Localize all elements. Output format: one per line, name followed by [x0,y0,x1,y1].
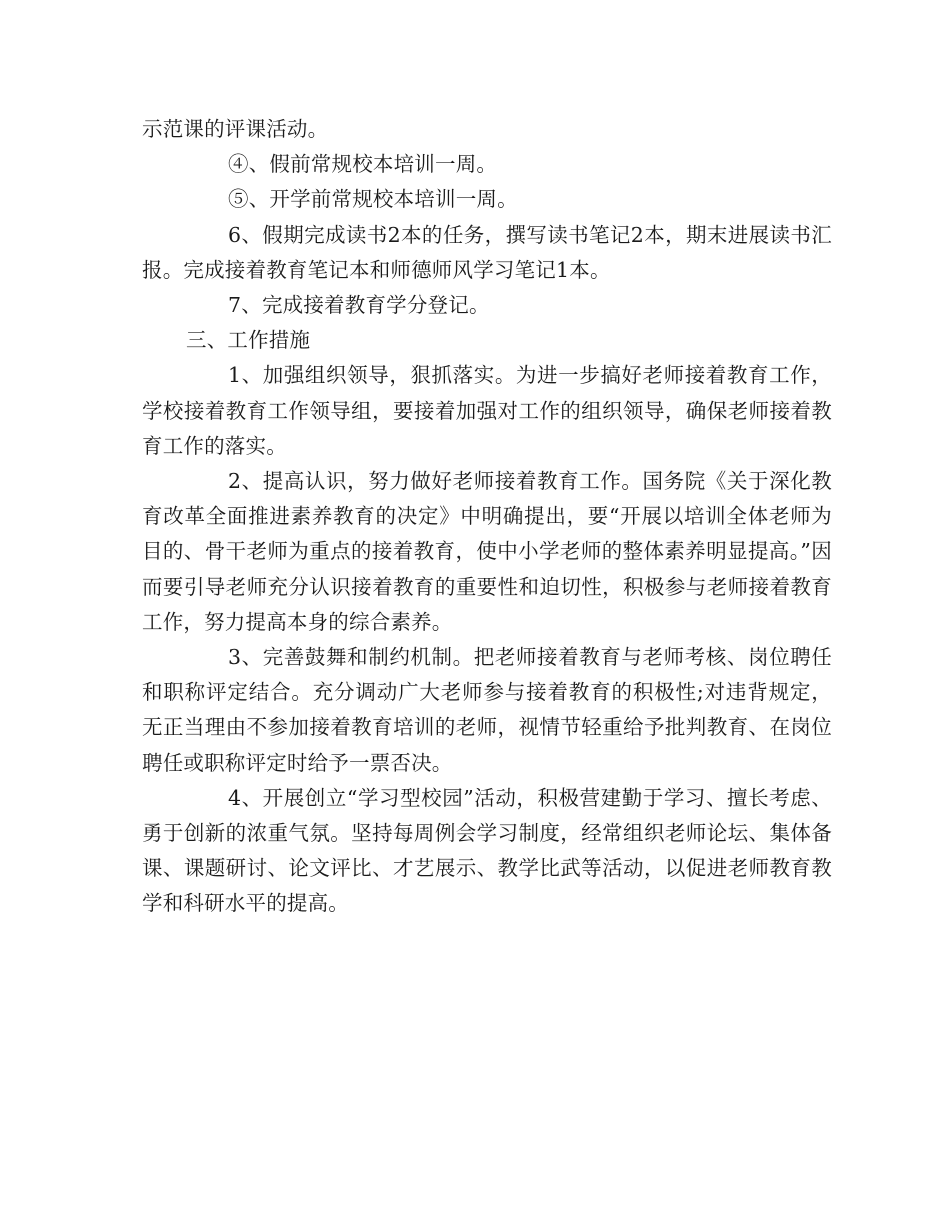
document-body [142,112,832,922]
paragraph-measure-3: 3、完善鼓舞和制约机制。把老师接着教育与老师考核、岗位聘任和职称评定结合。充分调动广大老师参与接着教育的积极性;对违背规定，无正当理由不参加接着教育培训的老师，视情节轻重给予批判教育、在岗位聘任或职称评定时给予一票否决。 [142,645,832,775]
paragraph-measure-2: 2、提高认识，努力做好老师接着教育工作。国务院《关于深化教育改革全面推进素养教育的决定》中明确提出，要“开展以培训全体老师为目的、骨干老师为重点的接着教育，使中小学老师的整体素养明显提高。”因而要引导老师充分认识接着教育的重要性和迫切性，积极参与老师接着教育工作，努力提高本身的综合素养。 [142,469,832,634]
paragraph-item-5: ⑤、开学前常规校本培训一周。 [228,187,518,212]
paragraph-measure-1: 1、加强组织领导，狠抓落实。为进一步搞好老师接着教育工作，学校接着教育工作领导组，要接着加强对工作的组织领导，确保老师接着教育工作的落实。 [142,363,832,458]
paragraph-item-6: 6、假期完成读书2本的任务，撰写读书笔记2本，期末进展读书汇报。完成接着教育笔记本和师德师风学习笔记1本。 [142,222,832,282]
paragraph-item-7: 7、完成接着教育学分登记。 [228,293,490,318]
paragraph-measure-4: 4、开展创立“学习型校园”活动，积极营建勤于学习、擅长考虑、勇于创新的浓重气氛。坚持每周例会学习制度，经常组织老师论坛、集体备课、课题研讨、论文评比、才艺展示、教学比武等活动，以促进老师教育教学和科研水平的提高。 [142,785,832,916]
paragraph-item-4: ④、假前常规校本培训一周。 [228,152,498,177]
section-heading: 三、工作措施 [186,328,311,353]
paragraph-continuation: 示范课的评课活动。 [142,117,329,141]
